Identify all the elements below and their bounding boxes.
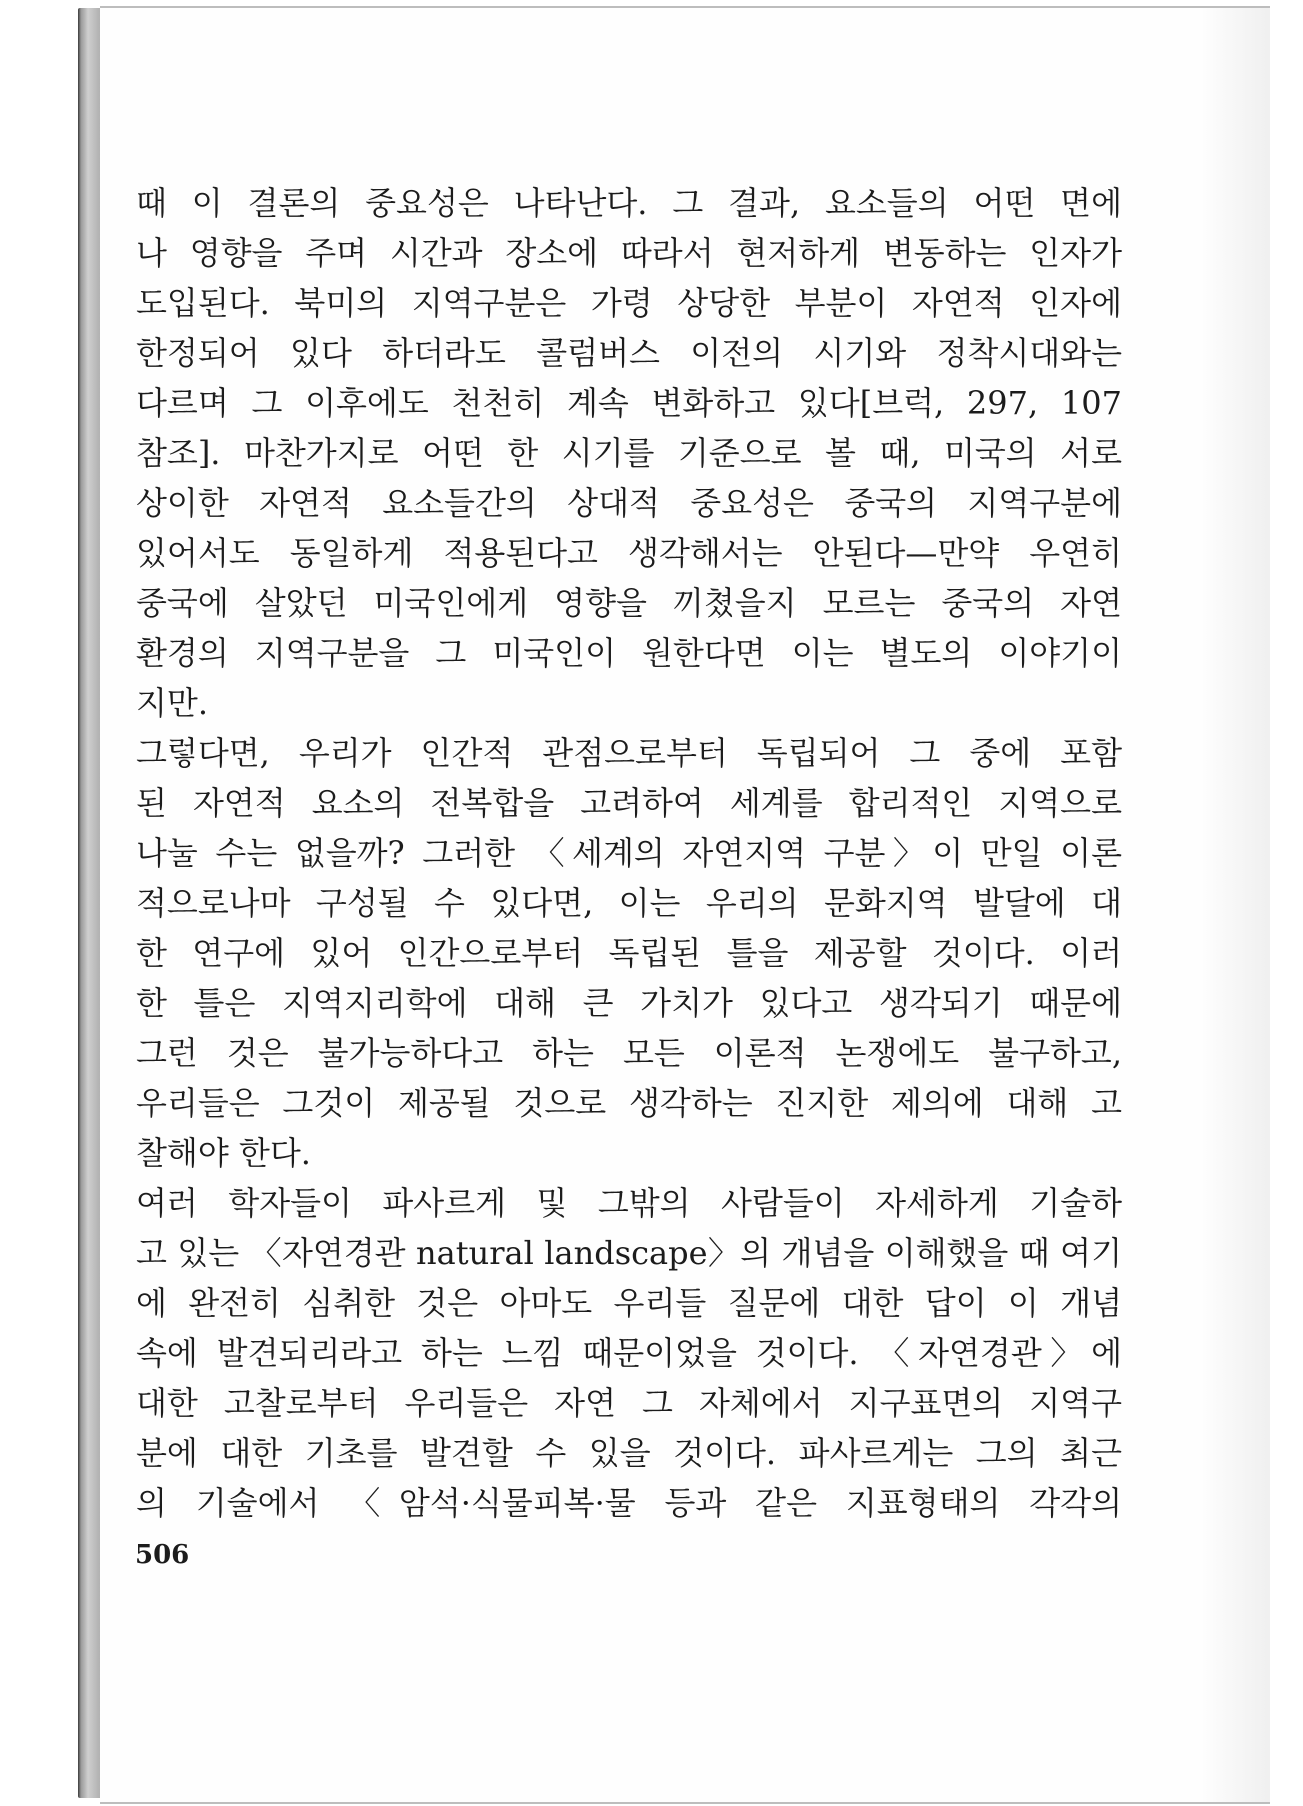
text-line: 적으로나마 구성될 수 있다면, 이는 우리의 문화지역 발달에 대 [136, 884, 1122, 922]
text-line: 나눌 수는 없을까? 그러한 〈세계의 자연지역 구분〉이 만일 이론 [136, 834, 1122, 872]
text-line: 때 이 결론의 중요성은 나타난다. 그 결과, 요소들의 어떤 면에 [136, 184, 1122, 222]
paragraph-end-line: 찰해야 한다. [136, 1134, 311, 1172]
text-line: 에 완전히 심취한 것은 아마도 우리들 질문에 대한 답이 이 개념 [136, 1284, 1122, 1322]
text-line: 분에 대한 기초를 발견할 수 있을 것이다. 파사르게는 그의 최근 [136, 1434, 1122, 1472]
paragraph-start-line: 여러 학자들이 파사르게 및 그밖의 사람들이 자세하게 기술하 [136, 1184, 1122, 1222]
text-line: 상이한 자연적 요소들간의 상대적 중요성은 중국의 지역구분에 [136, 484, 1122, 522]
body-text [136, 178, 1122, 1528]
text-line: 된 자연적 요소의 전복합을 고려하여 세계를 합리적인 지역으로 [136, 784, 1122, 822]
text-line: 대한 고찰로부터 우리들은 자연 그 자체에서 지구표면의 지역구 [136, 1384, 1122, 1422]
page-fold-shadow [1200, 8, 1270, 1802]
paragraph-start-line: 그렇다면, 우리가 인간적 관점으로부터 독립되어 그 중에 포함 [136, 734, 1122, 772]
text-line: 우리들은 그것이 제공될 것으로 생각하는 진지한 제의에 대해 고 [136, 1084, 1122, 1122]
page-number: 506 [135, 1540, 190, 1570]
text-line: 한정되어 있다 하더라도 콜럼버스 이전의 시기와 정착시대와는 [136, 334, 1122, 372]
text-line: 환경의 지역구분을 그 미국인이 원한다면 이는 별도의 이야기이 [136, 634, 1122, 672]
text-line: 의 기술에서 〈암석·식물피복·물 등과 같은 지표형태의 각각의 [136, 1484, 1122, 1522]
text-line: 도입된다. 북미의 지역구분은 가령 상당한 부분이 자연적 인자에 [136, 284, 1122, 322]
paragraph-end-line: 지만. [136, 684, 208, 722]
text-line: 다르며 그 이후에도 천천히 계속 변화하고 있다[브럭, 297, 107 [136, 384, 1122, 422]
text-line: 속에 발견되리라고 하는 느낌 때문이었을 것이다. 〈자연경관〉에 [136, 1334, 1122, 1372]
text-line: 참조]. 마찬가지로 어떤 한 시기를 기준으로 볼 때, 미국의 서로 [136, 434, 1122, 472]
text-line: 한 연구에 있어 인간으로부터 독립된 틀을 제공할 것이다. 이러 [136, 934, 1122, 972]
text-line: 한 틀은 지역지리학에 대해 큰 가치가 있다고 생각되기 때문에 [136, 984, 1122, 1022]
text-line: 고 있는 〈자연경관 natural landscape〉의 개념을 이해했을 때 여기 [136, 1234, 1122, 1272]
text-line: 그런 것은 불가능하다고 하는 모든 이론적 논쟁에도 불구하고, [136, 1034, 1122, 1072]
text-line: 나 영향을 주며 시간과 장소에 따라서 현저하게 변동하는 인자가 [136, 234, 1122, 272]
text-line: 있어서도 동일하게 적용된다고 생각해서는 안된다—만약 우연히 [136, 534, 1122, 572]
text-line: 중국에 살았던 미국인에게 영향을 끼쳤을지 모르는 중국의 자연 [136, 584, 1122, 622]
